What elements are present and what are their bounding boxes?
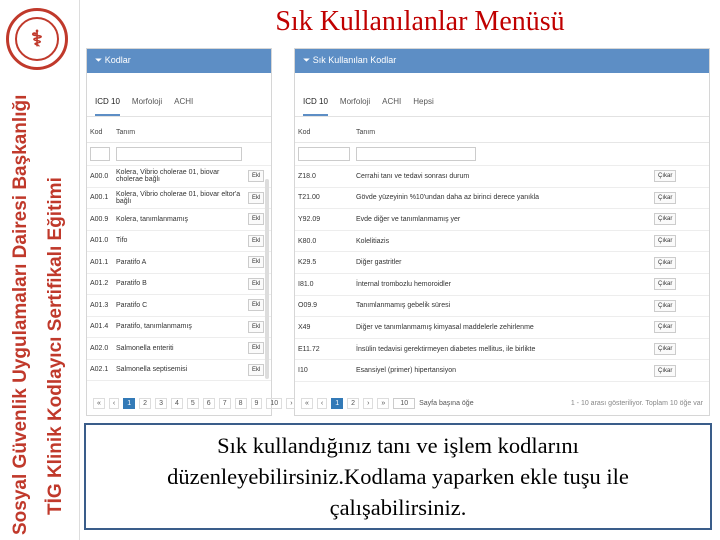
tanim-cell: Cerrahi tanı ve tedavi sonrası durum xyxy=(353,166,651,188)
table-row xyxy=(87,273,271,295)
kod-cell: O09.9 xyxy=(295,295,353,317)
tanim-cell: Evde diğer ve tanımlanmamış yer xyxy=(353,209,651,231)
table-row xyxy=(295,295,709,317)
tab-icd10[interactable]: ICD 10 xyxy=(95,93,120,116)
tanim-cell: Tanımlanmamış gebelik süresi xyxy=(353,295,651,317)
page-button[interactable]: 8 xyxy=(235,398,247,409)
page-button[interactable]: » xyxy=(377,398,389,409)
add-button[interactable]: Ekl xyxy=(248,299,264,311)
tanim-cell: Kolera, Vibrio cholerae 01, biovar cholerae bağlı xyxy=(113,166,245,188)
tanim-cell: Paratifo B xyxy=(113,273,245,295)
page-button[interactable]: « xyxy=(93,398,105,409)
sik-panel-title: Sık Kullanılan Kodlar xyxy=(312,55,397,65)
sik-pagination xyxy=(295,398,709,409)
kod-cell: A02.0 xyxy=(87,338,113,360)
table-row xyxy=(87,252,271,274)
tanim-cell: Kolera, tanımlanmamış xyxy=(113,209,245,231)
ministry-logo xyxy=(6,8,68,70)
tab-hepsi[interactable]: Hepsi xyxy=(413,97,434,106)
table-row xyxy=(87,316,271,338)
remove-button[interactable]: Çıkar xyxy=(654,192,676,204)
pager-info: 1 - 10 arası gösteriliyor. Toplam 10 öğe var xyxy=(570,400,703,407)
remove-button[interactable]: Çıkar xyxy=(654,213,676,225)
table-row xyxy=(295,230,709,252)
tab-morfoloji[interactable]: Morfoloji xyxy=(339,97,371,106)
remove-button[interactable]: Çıkar xyxy=(654,170,676,182)
kod-cell: A01.4 xyxy=(87,316,113,338)
table-row xyxy=(87,295,271,317)
add-button[interactable]: Ekl xyxy=(248,170,264,182)
add-button[interactable]: Ekl xyxy=(248,192,264,204)
tanim-cell: Diğer gastritler xyxy=(353,252,651,274)
remove-button[interactable]: Çıkar xyxy=(654,300,676,312)
tanim-cell: Paratifo A xyxy=(113,252,245,274)
page-button[interactable]: ‹ xyxy=(317,398,327,409)
filter-row xyxy=(87,143,271,166)
tanim-cell: İnsülin tedavisi gerektirmeyen diabetes mellitus, ile birlikte xyxy=(353,338,651,360)
caption-line: çalışabilirsiniz. xyxy=(329,495,467,520)
tanim-cell: Salmonella septisemisi xyxy=(113,359,245,381)
filter-row xyxy=(295,143,709,166)
remove-button[interactable]: Çıkar xyxy=(654,365,676,377)
kod-cell: I81.0 xyxy=(295,273,353,295)
page-button[interactable]: 7 xyxy=(219,398,231,409)
add-button[interactable]: Ekl xyxy=(248,235,264,247)
panel-toggle-icon[interactable]: ⏷ xyxy=(303,55,313,65)
table-row xyxy=(87,166,271,188)
tanim-cell: Diğer ve tanımlanmamış kimyasal maddelerle zehirlenme xyxy=(353,317,651,339)
caption-line: Sık kullandığınız tanı ve işlem kodlarını xyxy=(217,433,579,458)
tanim-filter-input[interactable] xyxy=(116,147,242,161)
remove-button[interactable]: Çıkar xyxy=(654,343,676,355)
page-button[interactable]: 2 xyxy=(139,398,151,409)
tab-achi[interactable]: ACHI xyxy=(174,97,194,106)
page-button[interactable]: 9 xyxy=(251,398,263,409)
add-button[interactable]: Ekl xyxy=(248,364,264,376)
kod-cell: K29.5 xyxy=(295,252,353,274)
kodlar-scrollbar[interactable] xyxy=(265,179,269,379)
kodlar-panel-header xyxy=(87,49,271,73)
kod-cell: A00.1 xyxy=(87,187,113,209)
table-row xyxy=(295,317,709,339)
page-button[interactable]: 6 xyxy=(203,398,215,409)
kod-cell: A01.2 xyxy=(87,273,113,295)
panel-toggle-icon[interactable]: ⏷ xyxy=(95,55,105,65)
table-row xyxy=(87,359,271,381)
tanim-cell: İnternal trombozlu hemoroidler xyxy=(353,273,651,295)
sik-panel-header xyxy=(295,49,709,73)
page-button[interactable]: 5 xyxy=(187,398,199,409)
add-button[interactable]: Ekl xyxy=(248,342,264,354)
page-button[interactable]: 1 xyxy=(123,398,135,409)
kod-cell: I10 xyxy=(295,360,353,382)
table-row xyxy=(295,187,709,209)
page-button[interactable]: › xyxy=(363,398,373,409)
tanim-cell: Tifo xyxy=(113,230,245,252)
column-header-action xyxy=(245,117,271,143)
table-row xyxy=(295,360,709,382)
column-header-action xyxy=(651,117,709,143)
table-row xyxy=(87,338,271,360)
kodlar-panel xyxy=(86,48,293,416)
table-row xyxy=(87,209,271,231)
column-header-tanim[interactable]: Tanım xyxy=(113,117,245,143)
add-button[interactable]: Ekl xyxy=(248,278,264,290)
tanim-cell: Salmonella enteriti xyxy=(113,338,245,360)
column-header-kod[interactable]: Kod xyxy=(295,117,353,143)
tab-morfoloji[interactable]: Morfoloji xyxy=(131,97,163,106)
tanim-cell: Gövde yüzeyinin %10'undan daha az birinci derece yanıkla xyxy=(353,187,651,209)
table-row xyxy=(87,230,271,252)
vertical-training-title: TİG Klinik Kodlayıcı Sertifikalı Eğitimi xyxy=(45,177,66,515)
page-button[interactable]: 1 xyxy=(331,398,343,409)
page-button[interactable]: 2 xyxy=(347,398,359,409)
kod-cell: T21.00 xyxy=(295,187,353,209)
table-row xyxy=(295,209,709,231)
tanim-cell: Kolelitiazis xyxy=(353,230,651,252)
tab-icd10[interactable]: ICD 10 xyxy=(303,93,328,116)
column-header-tanim[interactable]: Tanım xyxy=(353,117,651,143)
kod-cell: A02.1 xyxy=(87,359,113,381)
tab-achi[interactable]: ACHI xyxy=(382,97,402,106)
remove-button[interactable]: Çıkar xyxy=(654,321,676,333)
left-branding-bar xyxy=(0,0,80,540)
kod-filter-input[interactable] xyxy=(298,147,350,161)
page-button[interactable]: 4 xyxy=(171,398,183,409)
page-button[interactable]: › xyxy=(286,398,296,409)
kod-cell: A01.0 xyxy=(87,230,113,252)
page-size-select[interactable]: 10 xyxy=(393,398,415,409)
kodlar-panel-title: Kodlar xyxy=(104,55,131,65)
slide-title: Sık Kullanılanlar Menüsü xyxy=(275,6,565,37)
add-button[interactable]: Ekl xyxy=(248,256,264,268)
page-button[interactable]: 10 xyxy=(266,398,282,409)
tanim-filter-input[interactable] xyxy=(356,147,476,161)
tanim-cell: Paratifo, tanımlanmamış xyxy=(113,316,245,338)
kod-cell: A01.3 xyxy=(87,295,113,317)
table-row xyxy=(295,252,709,274)
page-button[interactable]: ‹ xyxy=(109,398,119,409)
add-button[interactable]: Ekl xyxy=(248,213,264,225)
sik-tabs xyxy=(295,73,709,117)
caduceus-icon: ⚕ xyxy=(15,17,59,61)
remove-button[interactable]: Çıkar xyxy=(654,235,676,247)
page-size-label: Sayfa başına öğe xyxy=(419,400,474,407)
tanim-cell: Kolera, Vibrio cholerae 01, biovar eltor'a bağlı xyxy=(113,187,245,209)
table-row xyxy=(295,338,709,360)
sik-kullanilan-panel xyxy=(294,48,710,416)
sik-table xyxy=(295,117,709,382)
remove-button[interactable]: Çıkar xyxy=(654,257,676,269)
table-row xyxy=(295,273,709,295)
vertical-org-title: Sosyal Güvenlik Uygulamaları Dairesi Başkanlığı xyxy=(10,94,31,535)
page-button[interactable]: 3 xyxy=(155,398,167,409)
kod-cell: Z18.0 xyxy=(295,166,353,188)
kod-cell: A01.1 xyxy=(87,252,113,274)
kod-cell: A00.0 xyxy=(87,166,113,188)
kod-cell: X49 xyxy=(295,317,353,339)
table-row xyxy=(295,166,709,188)
kod-cell: A00.9 xyxy=(87,209,113,231)
tanim-cell: Esansiyel (primer) hipertansiyon xyxy=(353,360,651,382)
page-button[interactable]: « xyxy=(301,398,313,409)
kodlar-pagination xyxy=(87,398,293,409)
kod-cell: E11.72 xyxy=(295,338,353,360)
kod-cell: Y92.09 xyxy=(295,209,353,231)
caption-line: düzenleyebilirsiniz.Kodlama yaparken ekle tuşu ile xyxy=(167,464,629,489)
add-button[interactable]: Ekl xyxy=(248,321,264,333)
kod-cell: K80.0 xyxy=(295,230,353,252)
kod-filter-input[interactable] xyxy=(90,147,110,161)
tanim-cell: Paratifo C xyxy=(113,295,245,317)
kodlar-tabs xyxy=(87,73,271,117)
kodlar-table xyxy=(87,117,271,381)
slide-caption xyxy=(84,423,712,530)
table-row xyxy=(87,187,271,209)
remove-button[interactable]: Çıkar xyxy=(654,278,676,290)
column-header-kod[interactable]: Kod xyxy=(87,117,113,143)
